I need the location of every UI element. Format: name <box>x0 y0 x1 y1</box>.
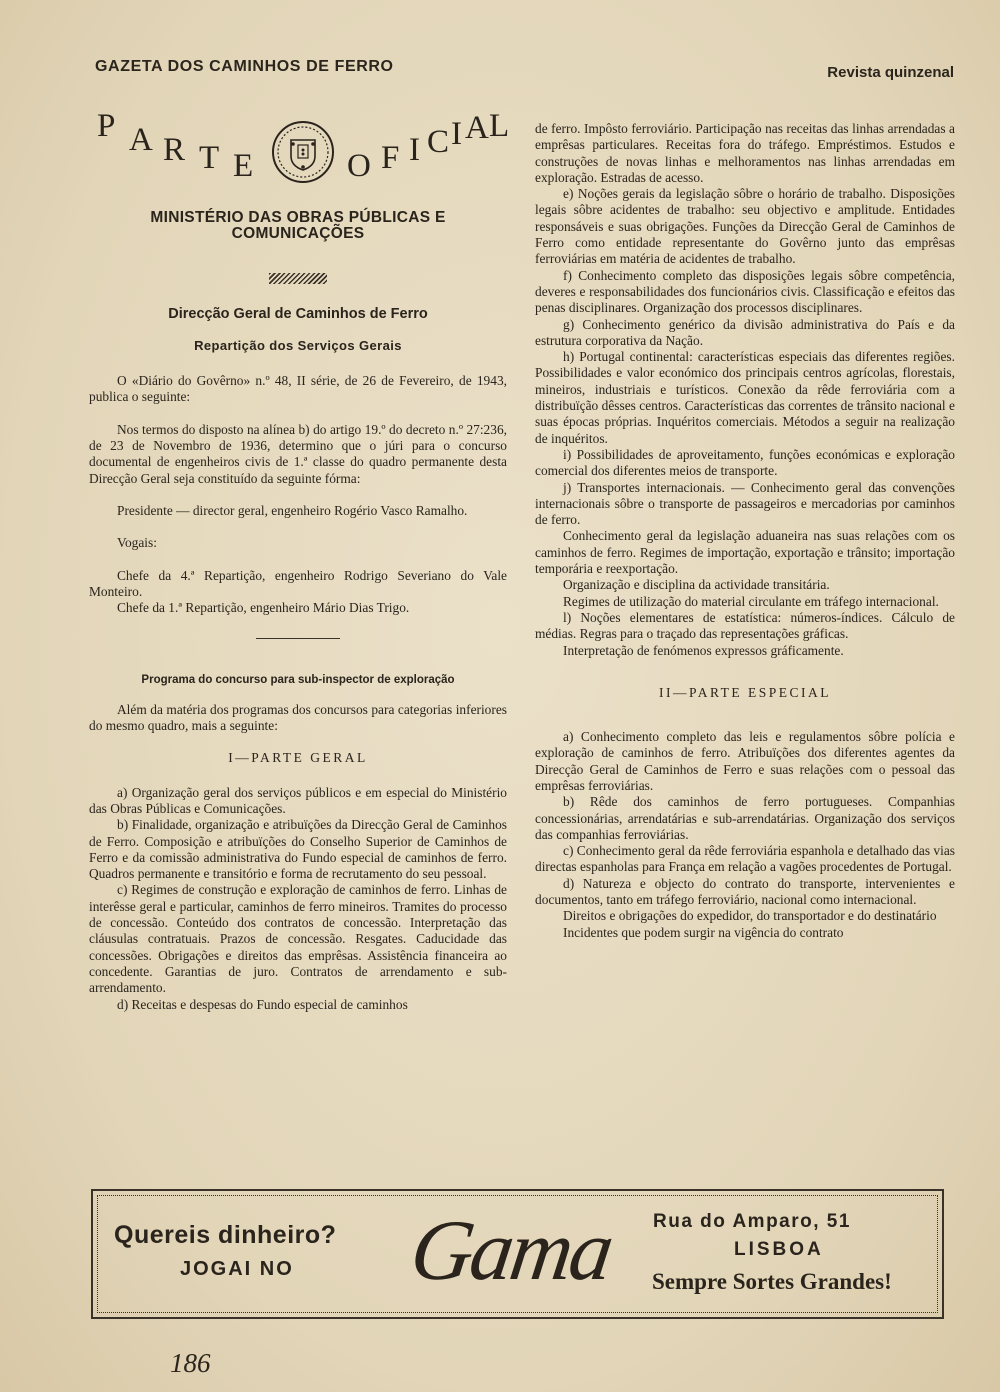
vogal-paragraph: Chefe da 4.ª Repartição, engenheiro Rodrigo Severiano do Vale Monteiro. <box>89 567 507 599</box>
programme-item: a) Organização geral dos serviços públicos e em especial do Ministério das Obras Públicas e Comunicações. <box>89 784 507 816</box>
programme-item: d) Receitas e despesas do Fundo especial de caminhos <box>117 996 408 1012</box>
programme-title: Programa do concurso para sub-inspector de exploração <box>141 674 455 687</box>
reparticao-heading: Repartição dos Serviços Gerais <box>194 337 402 353</box>
ministry-heading: MINISTÉRIO DAS OBRAS PÚBLICAS E COMUNICAÇÕES <box>150 209 446 243</box>
masthead-letter: I <box>451 116 462 152</box>
programme-item: b) Finalidade, organização e atribuïções da Direcção Geral de Caminhos de Ferro. Composição e atribuïções do Conselho Superior de Caminhos de Ferro e da comissão administrativa do Fundo especial de caminhos de ferro. Quadros permanente e transitório e forma de recrutamento do seu pessoal. <box>89 817 507 882</box>
programme-item: Organização e disciplina da actividade transitária. <box>563 577 830 593</box>
masthead-letter: E <box>233 148 254 184</box>
part-one-title: I—PARTE GERAL <box>228 750 368 766</box>
programme-item: h) Portugal continental: características especiais das diferentes regiões. Possibilidades e valor económico dos principais centros agrícolas, florestais, mineiros, industriais e turísticos. Conexão da rêde ferroviária com a distribuïção dêsses centros. Características das correntes de trânsito nacional e suas épocas próprias. Inquéritos comerciais. Métodos a seguir na realização de inquéritos. <box>535 349 955 446</box>
programme-intro: Além da matéria dos programas dos concursos para categorias inferiores do mesmo quadro, mais a seguinte: <box>89 701 507 734</box>
programme-item: Conhecimento geral da legislação aduaneira nas suas relações com os caminhos de ferro. Regimes de importação, exportação e trânsito; importação temporária e reexportação. <box>535 528 955 577</box>
masthead-letter: P <box>97 108 116 144</box>
programme-item: j) Transportes internacionais. — Conhecimento geral das convenções internacionais sôbre o transporte de passageiros e mercadorias por caminhos de ferro. <box>535 479 955 528</box>
advert-subline: JOGAI NO <box>180 1258 294 1280</box>
programme-item: c) Conhecimento geral da rêde ferroviária espanhola e detalhado das vias directas espanholas para França em relação a vagões procedentes de Portugal. <box>535 843 955 875</box>
page-number: 186 <box>170 1348 211 1378</box>
intro-paragraph: O «Diário do Govêrno» n.º 48, II série, de 26 de Fevereiro, de 1943, publica o seguinte: <box>89 373 507 405</box>
masthead-letter: L <box>489 108 510 144</box>
programme-item: c) Regimes de construção e exploração de caminhos de ferro. Linhas de interêsse geral e particular, caminhos de ferro mineiros. Tramites do processo de concessão. Conteúdo dos contratos de concessão. Interpretação das cláusulas contratuais. Prazos de concessão. Resgates. Caducidade das concessões. Obrigações e direitos das emprêsas. Assistência financeira ao concedente. Garantias de juro. Contratos de arrendamento e sub-arrendamento. <box>89 882 507 996</box>
part-two-title: II—PARTE ESPECIAL <box>658 684 832 700</box>
programme-item: d) Natureza e objecto do contrato do transporte, intervenientes e documentos, tanto em tráfego ferroviário, nacional como internacional. <box>535 875 955 908</box>
direccao-heading: Direcção Geral de Caminhos de Ferro <box>168 305 428 322</box>
programme-item: b) Rêde dos caminhos de ferro portugueses. Companhias concessionárias, arrendatárias e sub-arrendatárias. Organização dos serviços das companhias ferroviárias. <box>535 794 955 842</box>
section-divider <box>256 638 340 639</box>
vogal-paragraph: Chefe da 1.ª Repartição, engenheiro Mário Dias Trigo. <box>117 600 410 616</box>
left-column <box>89 108 510 1013</box>
right-column <box>535 121 955 941</box>
masthead-letter: I <box>409 132 420 168</box>
advert-slogan: Sempre Sortes Grandes! <box>652 1269 892 1294</box>
programme-item: Direitos e obrigações do expedidor, do transportador e do destinatário <box>563 908 937 924</box>
masthead-letter: T <box>199 140 220 176</box>
programme-item: a) Conhecimento completo das leis e regulamentos sôbre polícia e exploração de caminhos de ferro. Atribuïções dos diferentes agentes da Direcção Geral de Caminhos de Ferro e suas relações com o pessoal das emprêsas ferroviárias. <box>535 729 955 793</box>
masthead-letter: R <box>163 132 186 168</box>
coat-of-arms-icon <box>271 120 335 184</box>
running-header-journal: GAZETA DOS CAMINHOS DE FERRO <box>95 58 394 75</box>
hatched-divider <box>269 273 327 284</box>
vogais-label: Vogais: <box>117 535 157 551</box>
programme-item: e) Noções gerais da legislação sôbre o horário de trabalho. Disposições legais sôbre acidentes de trabalho: seu objectivo e amplitude. Entidades responsáveis e suas obrigações. Funções da Direcção Geral de Caminhos de Ferro como entidade representante do Govêrno junto das emprêsas ferroviárias em matéria de acidentes de trabalho. <box>535 186 955 267</box>
masthead-letter: A <box>129 122 153 158</box>
advert-brand-logo: Gama <box>405 1202 617 1298</box>
advert-address: Rua do Amparo, 51 <box>653 1211 851 1232</box>
programme-item: Regimes de utilização do material circulante em tráfego internacional. <box>563 593 939 609</box>
advert-headline: Quereis dinheiro? <box>114 1221 337 1249</box>
advert-city: LISBOA <box>734 1239 824 1260</box>
programme-item: i) Possibilidades de aproveitamento, funções económicas e exploração comercial dos diferentes meios de transporte. <box>535 446 955 479</box>
programme-item: f) Conhecimento completo das disposições legais sôbre competência, deveres e responsabilidades dos funcionários civis. Classificação e efeitos das penas disciplinares. Organização dos processos disciplinares. <box>535 267 955 316</box>
masthead-letter: C <box>427 124 450 160</box>
programme-item: l) Noções elementares de estatística: números-índices. Cálculo de médias. Regras para o traçado das representações gráficas. <box>535 609 955 642</box>
programme-item: Incidentes que podem surgir na vigência do contrato <box>563 924 844 940</box>
masthead-letter: A <box>465 110 489 146</box>
running-header-tag: Revista quinzenal <box>827 64 954 81</box>
programme-item: de ferro. Impôsto ferroviário. Participação nas receitas das linhas arrendadas a emprêsas particulares. Receitas fora do tráfego. Empréstimos. Estudos e construções de novas linhas e melhoramentos nas linhas arrendadas em exploração. Estradas de acesso. <box>535 121 955 185</box>
programme-item: g) Conhecimento genérico da divisão administrativa do País e da estrutura corporativa da Nação. <box>535 316 955 348</box>
decree-paragraph: Nos termos do disposto na alínea b) do artigo 19.º do decreto n.º 27:236, de 23 de Novembro de 1936, determino que o júri para o concurso documental de engenheiros civis de 1.ª classe do quadro permanente desta Direcção Geral seja constituído da seguinte fórma: <box>89 421 507 486</box>
programme-item: Interpretação de fenómenos expressos gráficamente. <box>563 642 844 658</box>
president-paragraph: Presidente — director geral, engenheiro Rogério Vasco Ramalho. <box>117 502 468 518</box>
masthead-letter: F <box>381 140 400 176</box>
masthead-letter: O <box>347 148 371 184</box>
masthead-parte-oficial <box>89 108 510 208</box>
